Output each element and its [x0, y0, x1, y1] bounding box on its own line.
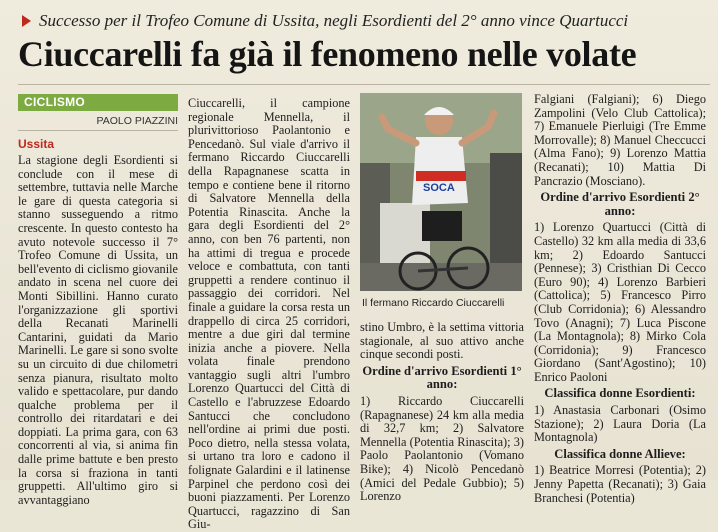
arrow-bullet-icon	[22, 15, 31, 27]
dateline-place: Ussita	[18, 137, 55, 151]
body-text-col3: stino Umbro, è la settima vittoria stagionale, al suo attivo anche cinque secondi posti.	[360, 320, 524, 362]
column-2	[188, 94, 350, 532]
kicker-text: Successo per il Trofeo Comune di Ussita, negli Esordienti del 2° anno vince Quartucci	[39, 11, 629, 30]
results-esordienti-2: 1) Lorenzo Quartucci (Città di Castello) 32 km alla media di 33,6 km; 2) Edoardo Santucci (Pennese); 3) Cristhian Di Cecco (Euro 90); 4) Lorenzo Barbieri (Cattolica); 5) Francesco Pirro (Club Corridonia); 6) Alessandro Tovo (Anagni); 7) Luca Piscone (La Montagnola); 8) Mirko Cola (Corridonia); 9) Francesco Giordano (Sant'Agostino); 10) Enrico Paoloni	[534, 220, 706, 384]
cyclist-illustration	[360, 93, 522, 291]
body-text-col4: Falgiani (Falgiani); 6) Diego Zampolini (Velo Club Cattolica); 7) Emanuele Pierluigi (Tre Emme Morrovalle); 8) Manuel Checcucci (Alma Fano); 9) Lorenzo Mattia (Recanati); 10) Mattia Di Pancrazio (Mosciano).	[534, 92, 706, 188]
column-4	[534, 90, 706, 505]
author-byline: PAOLO PIAZZINI	[18, 115, 178, 131]
results-heading-donne-allieve: Classifica donne Allieve:	[554, 446, 686, 461]
results-heading-esordienti-2: Ordine d'arrivo Esordienti 2° anno:	[540, 190, 700, 218]
results-heading-donne-esordienti: Classifica donne Esordienti:	[544, 386, 696, 401]
results-donne-allieve: 1) Beatrice Morresi (Potentia); 2) Jenny Papetta (Recanati); 3) Gaia Branchesi (Potentia)	[534, 463, 706, 505]
results-esordienti-1: 1) Riccardo Ciuccarelli (Rapagnanese) 24 km alla media di 32,7 km; 2) Salvatore Mennella (Potentia Rinascita); 3) Paolo Paolantonio (Vomano Bike); 4) Nicolò Pencedanò (Amici del Pedale Gubbio); 5) Lorenzo	[360, 393, 524, 504]
photo-caption: Il fermano Riccardo Ciuccarelli	[362, 297, 505, 309]
body-text-col1: La stagione degli Esordienti si conclude con il mese di settembre, tuttavia nelle Marche le gare di questa categoria si stanno susseguendo a ritmo crescente. In questo contesto ha avuto notevole successo il 7° Trofeo Comune di Ussita, un bell'evento di ciclismo giovanile andato in scena nel cuore dei Monti Sibillini. Hanno curato l'organizzazione gli sportivi della Recanati Marinelli Cantarini, guidati da Mario Marinelli. Le gare si sono svolte su un circuito di due chilometri senza pianura, risultato molto valido e spettacolare, pur dando qualche problema per il controllo dei ritardatari e dei doppiati. La prima gara, con 63 concorrenti al via, si anima fin dalle prime battute e ben presto la corsa si frazionа in tanti gruppetti. All'ultimo giro si avvantaggiano	[18, 153, 178, 507]
results-donne-esordienti: 1) Anastasia Carbonari (Osimo Stazione); 2) Laura Doria (La Montagnola)	[534, 403, 706, 445]
results-heading-esordienti-1: Ordine d'arrivo Esordienti 1° anno:	[362, 363, 522, 392]
article-headline: Ciuccarelli fa già il fenomeno nelle volate	[18, 34, 637, 74]
column-3	[360, 318, 524, 504]
divider	[18, 84, 710, 85]
column-1	[18, 94, 178, 507]
cyclist-photo	[360, 93, 522, 291]
article-kicker	[22, 8, 702, 34]
section-label: CICLISMO	[18, 94, 178, 111]
body-text-col2: Ciuccarelli, il campione regionale Mennella, il plurivittorioso Paolantonio e Pencedanò. Sul viale d'arrivo il fermano Riccardo Ciuccarelli della Rapagnanese scatta in tempo e contiene bene il ritorno di Salvatore Mennella della Potentia Rinascita. Anche la gara degli Esordienti del 2° anno, con ben 76 partenti, non ha attimi di tregua e procede veloce e combattuta, con tanti gruppetti a rendere continuo il passaggio dei corridori. Nel finale a guidare la corsa resta un drappello di circa 25 corridori, mentre a due giri dal termine inizia anche a piovere. Nella volata finale prendono vantaggio sugli altri l'umbro Lorenzo Quartucci del Città di Castello e l'abruzzese Edoardo Santucci che concludono nell'ordine ai primi due posti. Poco dietro, nella stessa volata, si urtano tra loro e cadono il folignate Galardini e il latinense Parpinel che perdono così dei buoni piazzamenti. Per Lorenzo Quartucci, ragazzino di San Giu-	[188, 96, 350, 532]
jersey-lettering: SOCA	[423, 182, 455, 194]
